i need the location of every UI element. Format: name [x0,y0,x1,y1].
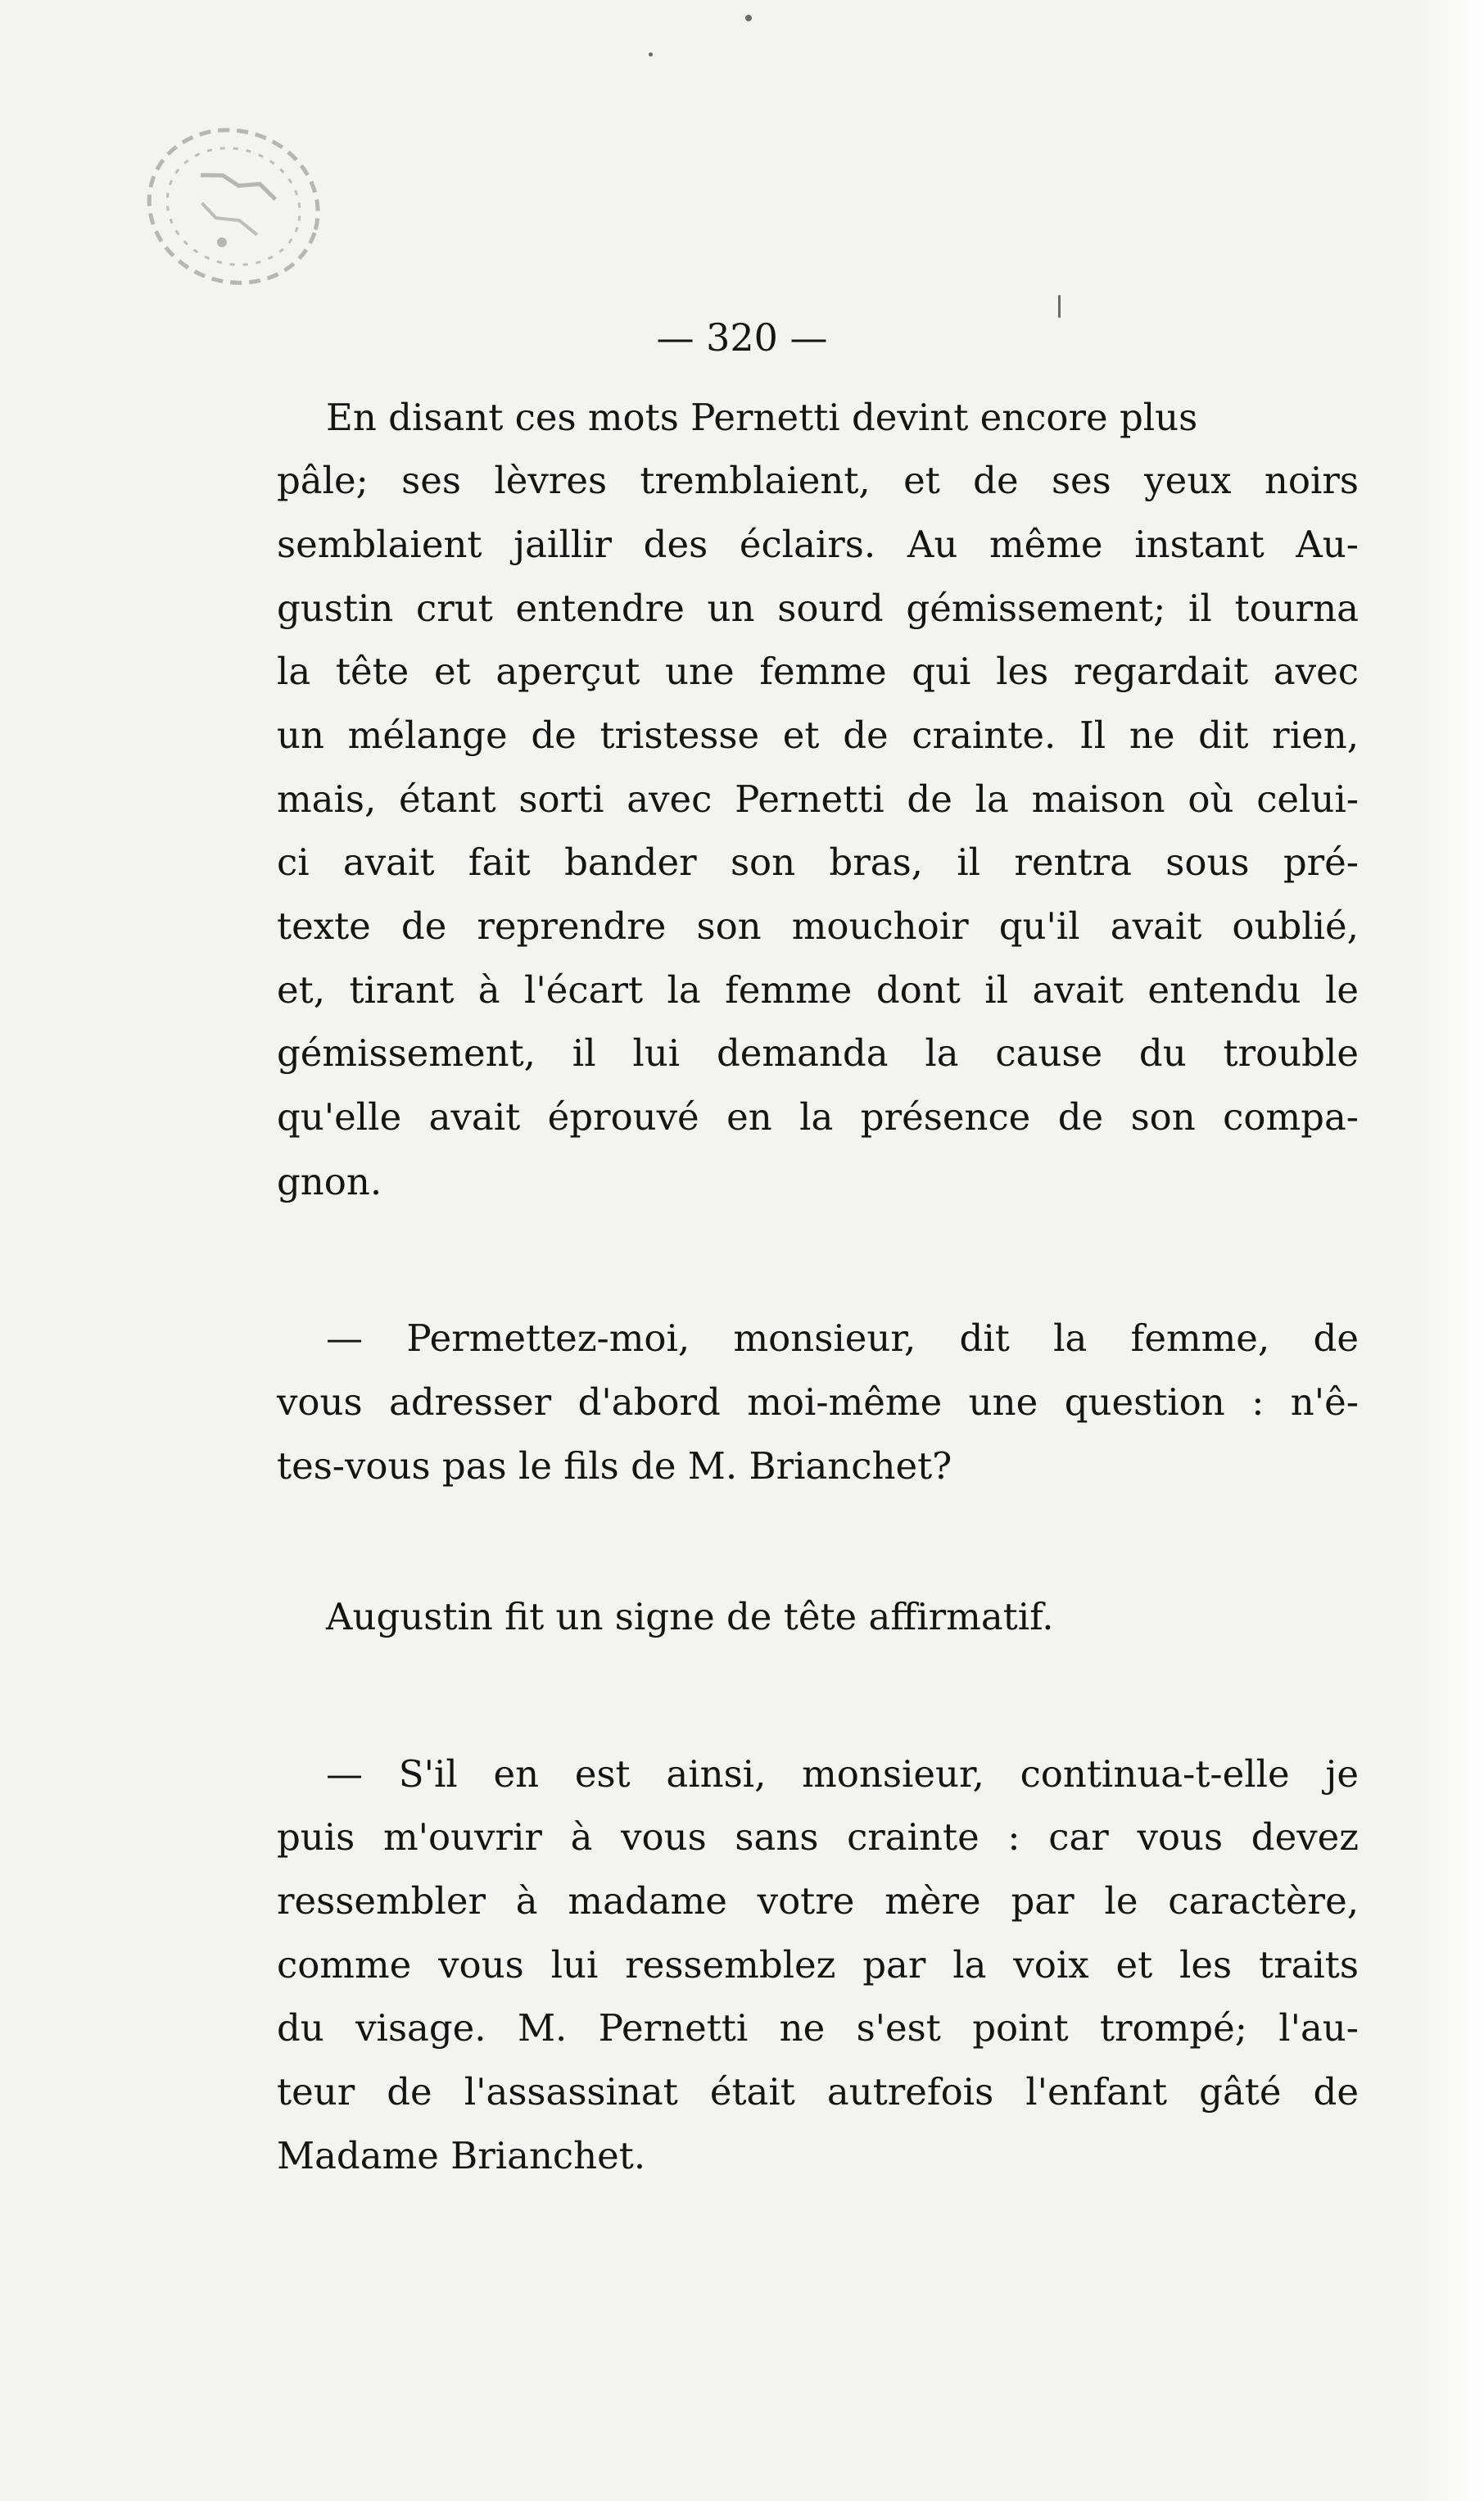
text-line: teur de l'assassinat était autrefois l'enfant gâté de [277,2070,1359,2114]
text-line: pâle; ses lèvres tremblaient, et de ses yeux noirs [277,459,1359,502]
text-line: un mélange de tristesse et de crainte. Il ne dit rien, [277,714,1359,757]
text-line: tes-vous pas le fils de M. Brianchet? [277,1444,952,1488]
text-line: mais, étant sorti avec Pernetti de la maison où celui- [277,777,1359,821]
text-line: puis m'ouvrir à vous sans crainte : car vous devez [277,1815,1359,1859]
text-line: la tête et aperçut une femme qui les regardait avec [277,650,1359,693]
text-line: ressembler à madame votre mère par le caractère, [277,1879,1359,1923]
text-line: du visage. M. Pernetti ne s'est point trompé; l'au- [277,2006,1359,2050]
text-line: qu'elle avait éprouvé en la présence de son compa- [277,1095,1359,1139]
text-line: gustin crut entendre un sourd gémissement; il tourna [277,587,1359,630]
text-line: texte de reprendre son mouchoir qu'il avait oublié, [277,904,1359,948]
text-line: comme vous lui ressemblez par la voix et les traits [277,1943,1359,1987]
text-line: Augustin fit un signe de tête affirmatif. [326,1595,1054,1638]
text-line: Madame Brianchet. [277,2134,646,2177]
text-line: — S'il en est ainsi, monsieur, continua-t-elle je [326,1752,1359,1796]
text-line: ci avait fait bander son bras, il rentra sous pré- [277,840,1359,884]
text-line: gémissement, il lui demanda la cause du trouble [277,1031,1359,1075]
text-line: et, tirant à l'écart la femme dont il avait entendu le [277,968,1359,1012]
text-line: semblaient jaillir des éclairs. Au même instant Au- [277,523,1359,566]
text-line: En disant ces mots Pernetti devint encore plus [326,396,1198,439]
text-line: — Permettez-moi, monsieur, dit la femme, de [326,1316,1359,1360]
text-line: vous adresser d'abord moi-même une question : n'ê- [277,1380,1359,1424]
text-line: gnon. [277,1160,382,1203]
page-number: — 320 — [656,315,828,360]
